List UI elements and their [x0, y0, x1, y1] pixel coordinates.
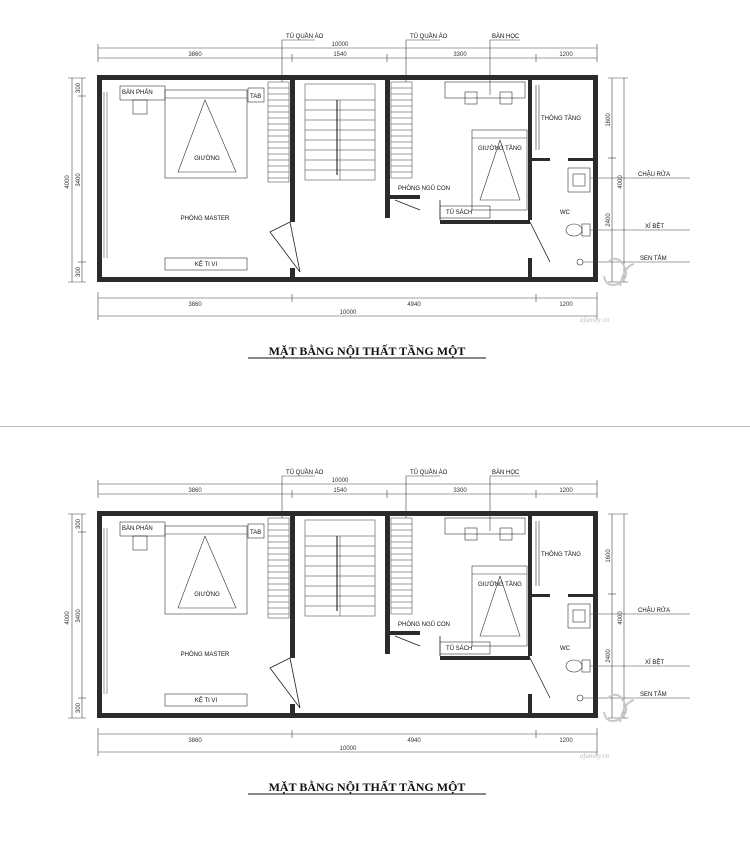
doors [270, 200, 550, 272]
dim-bottom-mid: 4940 [407, 738, 421, 744]
label-bed-master: GIƯỜNG [194, 592, 220, 598]
dim-top-left: 3860 [188, 52, 202, 58]
label-wc: WC [560, 210, 570, 216]
label-dressing-table: BÀN PHẤN [122, 526, 153, 532]
dim-left-bottom: 300 [76, 702, 82, 714]
dim-bottom-left: 3860 [188, 738, 202, 744]
interior-walls [290, 80, 593, 277]
dim-right-mid: 4000 [618, 611, 624, 625]
dim-bottom-end: 1200 [559, 738, 573, 744]
dim-left-mid: 3400 [76, 173, 82, 187]
label-bunk-bed: GIƯỜNG TẦNG [478, 146, 522, 152]
bathroom-fixtures [566, 604, 590, 701]
dim-left-bottom: 300 [76, 266, 82, 278]
label-basin: CHẬU RỬA [638, 172, 671, 178]
label-bookshelf: TỦ SÁCH [446, 646, 473, 652]
exterior-walls [97, 75, 598, 282]
left-window [104, 528, 107, 694]
dim-right-bottom: 2400 [606, 649, 612, 663]
bath-leaders [583, 178, 690, 262]
label-toilet: XÍ BỆT [645, 224, 665, 230]
label-bed-master: GIƯỜNG [194, 156, 220, 162]
dim-bottom-total: 10000 [339, 746, 357, 752]
label-wardrobe-1: TỦ QUẦN ÁO [286, 470, 324, 476]
exterior-walls [97, 511, 598, 718]
label-dressing-table: BÀN PHẤN [122, 90, 153, 96]
bath-leaders [583, 614, 690, 698]
master-furniture [120, 86, 264, 270]
interior-walls [290, 516, 593, 713]
panel-divider [0, 426, 750, 427]
dim-bottom-total: 10000 [339, 310, 357, 316]
left-window [104, 92, 107, 258]
dim-left-top: 300 [76, 518, 82, 530]
dim-top-stair: 1540 [333, 488, 347, 494]
dim-top-stair: 1540 [333, 52, 347, 58]
label-basin: CHẬU RỬA [638, 608, 671, 614]
label-master-room: PHÒNG MASTER [180, 652, 230, 658]
dim-top-end: 1200 [559, 52, 573, 58]
staircase [305, 520, 375, 616]
dim-bottom-end: 1200 [559, 302, 573, 308]
dim-left-mid: 3400 [76, 609, 82, 623]
dim-left-total: 4000 [65, 611, 71, 625]
label-wardrobe-1: TỦ QUẦN ÁO [286, 34, 324, 40]
dim-right-top: 1600 [606, 549, 612, 563]
label-shower: SEN TẮM [640, 692, 667, 698]
label-void: THÔNG TẦNG [541, 116, 581, 122]
dim-left-top: 300 [76, 82, 82, 94]
master-furniture [120, 522, 264, 706]
label-tv-shelf: KỆ TI VI [194, 698, 218, 704]
floor-plan-drawing [0, 436, 750, 856]
dim-top-right: 3300 [453, 52, 467, 58]
dim-right-bottom: 2400 [606, 213, 612, 227]
label-bookshelf: TỦ SÁCH [446, 210, 473, 216]
label-bedside: TAB [250, 94, 262, 100]
floor-plan-drawing [0, 0, 750, 420]
label-void: THÔNG TẦNG [541, 552, 581, 558]
label-bunk-bed: GIƯỜNG TẦNG [478, 582, 522, 588]
floor-plan-bottom [0, 436, 750, 856]
label-desk: BÀN HỌC [492, 470, 520, 476]
doors [270, 636, 550, 708]
label-bedside: TAB [250, 530, 262, 536]
dim-right-top: 1600 [606, 113, 612, 127]
dim-top-right: 3300 [453, 488, 467, 494]
dim-bottom-mid: 4940 [407, 302, 421, 308]
wardrobe-left [268, 518, 289, 618]
watermark-text: afamily.vn [580, 752, 609, 760]
wardrobe-right [391, 518, 412, 614]
staircase [305, 84, 375, 180]
label-tv-shelf: KỆ TI VI [194, 262, 218, 268]
dim-top-total: 10000 [331, 42, 349, 48]
wardrobe-left [268, 82, 289, 182]
label-desk: BÀN HỌC [492, 34, 520, 40]
label-master-room: PHÒNG MASTER [180, 216, 230, 222]
dim-right-mid: 4000 [618, 175, 624, 189]
dim-top-left: 3860 [188, 488, 202, 494]
label-toilet: XÍ BỆT [645, 660, 665, 666]
label-wardrobe-2: TỦ QUẦN ÁO [410, 34, 448, 40]
dim-bottom-left: 3860 [188, 302, 202, 308]
label-wc: WC [560, 646, 570, 652]
label-kids-room: PHÒNG NGỦ CON [398, 622, 451, 628]
dim-top-end: 1200 [559, 488, 573, 494]
dim-left-total: 4000 [65, 175, 71, 189]
watermark-text: afamily.vn [580, 316, 609, 324]
label-shower: SEN TẮM [640, 256, 667, 262]
plan-title: MẶT BẰNG NỘI THẤT TẦNG MỘT [268, 780, 466, 794]
plan-title: MẶT BẰNG NỘI THẤT TẦNG MỘT [268, 344, 466, 358]
floor-plan-top [0, 0, 750, 420]
wardrobe-right [391, 82, 412, 178]
dim-top-total: 10000 [331, 478, 349, 484]
label-wardrobe-2: TỦ QUẦN ÁO [410, 470, 448, 476]
label-kids-room: PHÒNG NGỦ CON [398, 186, 451, 192]
bathroom-fixtures [566, 168, 590, 265]
